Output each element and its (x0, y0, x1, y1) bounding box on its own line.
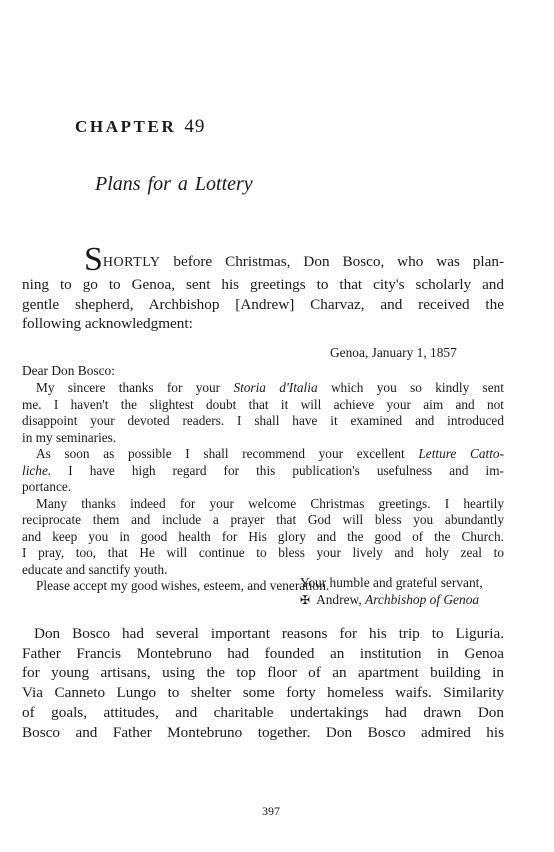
closing-line-1: Don Bosco had several important reasons for his trip to Liguria. (34, 625, 504, 642)
letter-p4-line-1: Please accept my good wishes, esteem, and veneration. (36, 578, 330, 593)
chapter-number: 49 (184, 116, 206, 137)
letter-p3-line-5: educate and sanctify youth. (22, 561, 168, 577)
letter-p2-line-2 (22, 463, 504, 480)
opening-text-1: before Christmas, Don Bosco, who was plan- (160, 253, 504, 270)
letter-dateline: Genoa, January 1, 1857 (330, 345, 457, 360)
closing-line-6: Bosco and Father Montebruno together. Don Bosco admired his (22, 723, 504, 741)
closing-line-4: Via Canneto Lungo to shelter some forty homeless waifs. Similarity (22, 684, 504, 702)
letter-body (22, 380, 504, 595)
letter-p3-line-3: and keep you in good health for His glory and the good of the Church. (22, 528, 504, 544)
letter-p2-italic-2: liche. (22, 462, 52, 478)
letter-p3-line-1: Many thanks indeed for your welcome Christmas greetings. I heartily (36, 495, 504, 511)
opening-line-1 (22, 241, 504, 278)
chapter-label: CHAPTER (75, 117, 177, 136)
opening-smallcaps: HORTLY (102, 255, 161, 270)
cross-icon: ✠ (300, 593, 311, 607)
closing-paragraph (22, 624, 504, 742)
signature-line (300, 591, 483, 609)
letter-p2-pre: As soon as possible I shall recommend your excellent (36, 446, 419, 461)
letter-salutation: Dear Don Bosco: (22, 363, 115, 378)
letter-p1-italic: Storia d'Italia (233, 380, 318, 395)
chapter-heading (75, 116, 205, 138)
closing-line-5: of goals, attitudes, and charitable undertakings had drawn Don (22, 703, 504, 721)
drop-cap: S (84, 241, 103, 278)
opening-line-3: gentle shepherd, Archbishop [Andrew] Charvaz, and received the (22, 295, 504, 313)
opening-line-4: following acknowledgment: (22, 315, 193, 333)
letter-p3-line-2: reciprocate them and include a prayer that God will bless you abundantly (22, 512, 504, 527)
letter-p2-line-3: portance. (22, 479, 72, 494)
letter-p1-line-1 (22, 380, 504, 397)
signoff-text: Your humble and grateful servant, (300, 575, 483, 590)
letter-p1-post: which you so kindly sent (317, 380, 504, 395)
signature-name: Andrew, (316, 592, 366, 607)
opening-line-2: ning to go to Genoa, sent his greetings to that city's scholarly and (22, 276, 504, 293)
letter-p1-line-2: me. I haven't the slightest doubt that it will achieve your aim and not (22, 396, 504, 412)
letter-p3-line-4: I pray, too, that He will continue to bless your lively and holy zeal to (22, 545, 504, 560)
letter-signoff (300, 574, 483, 609)
closing-line-3: for young artisans, using the top floor of an apartment building in (22, 664, 504, 682)
signature-title: Archbishop of Genoa (365, 592, 480, 607)
opening-paragraph (22, 241, 504, 334)
page-number: 397 (262, 804, 280, 818)
letter-p2-italic-1: Letture Catto- (418, 446, 504, 461)
letter-p1-line-3: disappoint your devoted readers. I shall have it examined and introduced (22, 413, 504, 428)
letter-p2-line-1 (22, 446, 504, 463)
letter-p1-pre: My sincere thanks for your (36, 380, 234, 395)
chapter-title: Plans for a Lottery (95, 173, 253, 195)
closing-line-2: Father Francis Montebruno had founded an institution in Genoa (22, 644, 504, 662)
letter-p2-line2-post: I have high regard for this publication's usefulness and im- (51, 462, 504, 478)
letter-p1-line-4: in my seminaries. (22, 429, 117, 445)
